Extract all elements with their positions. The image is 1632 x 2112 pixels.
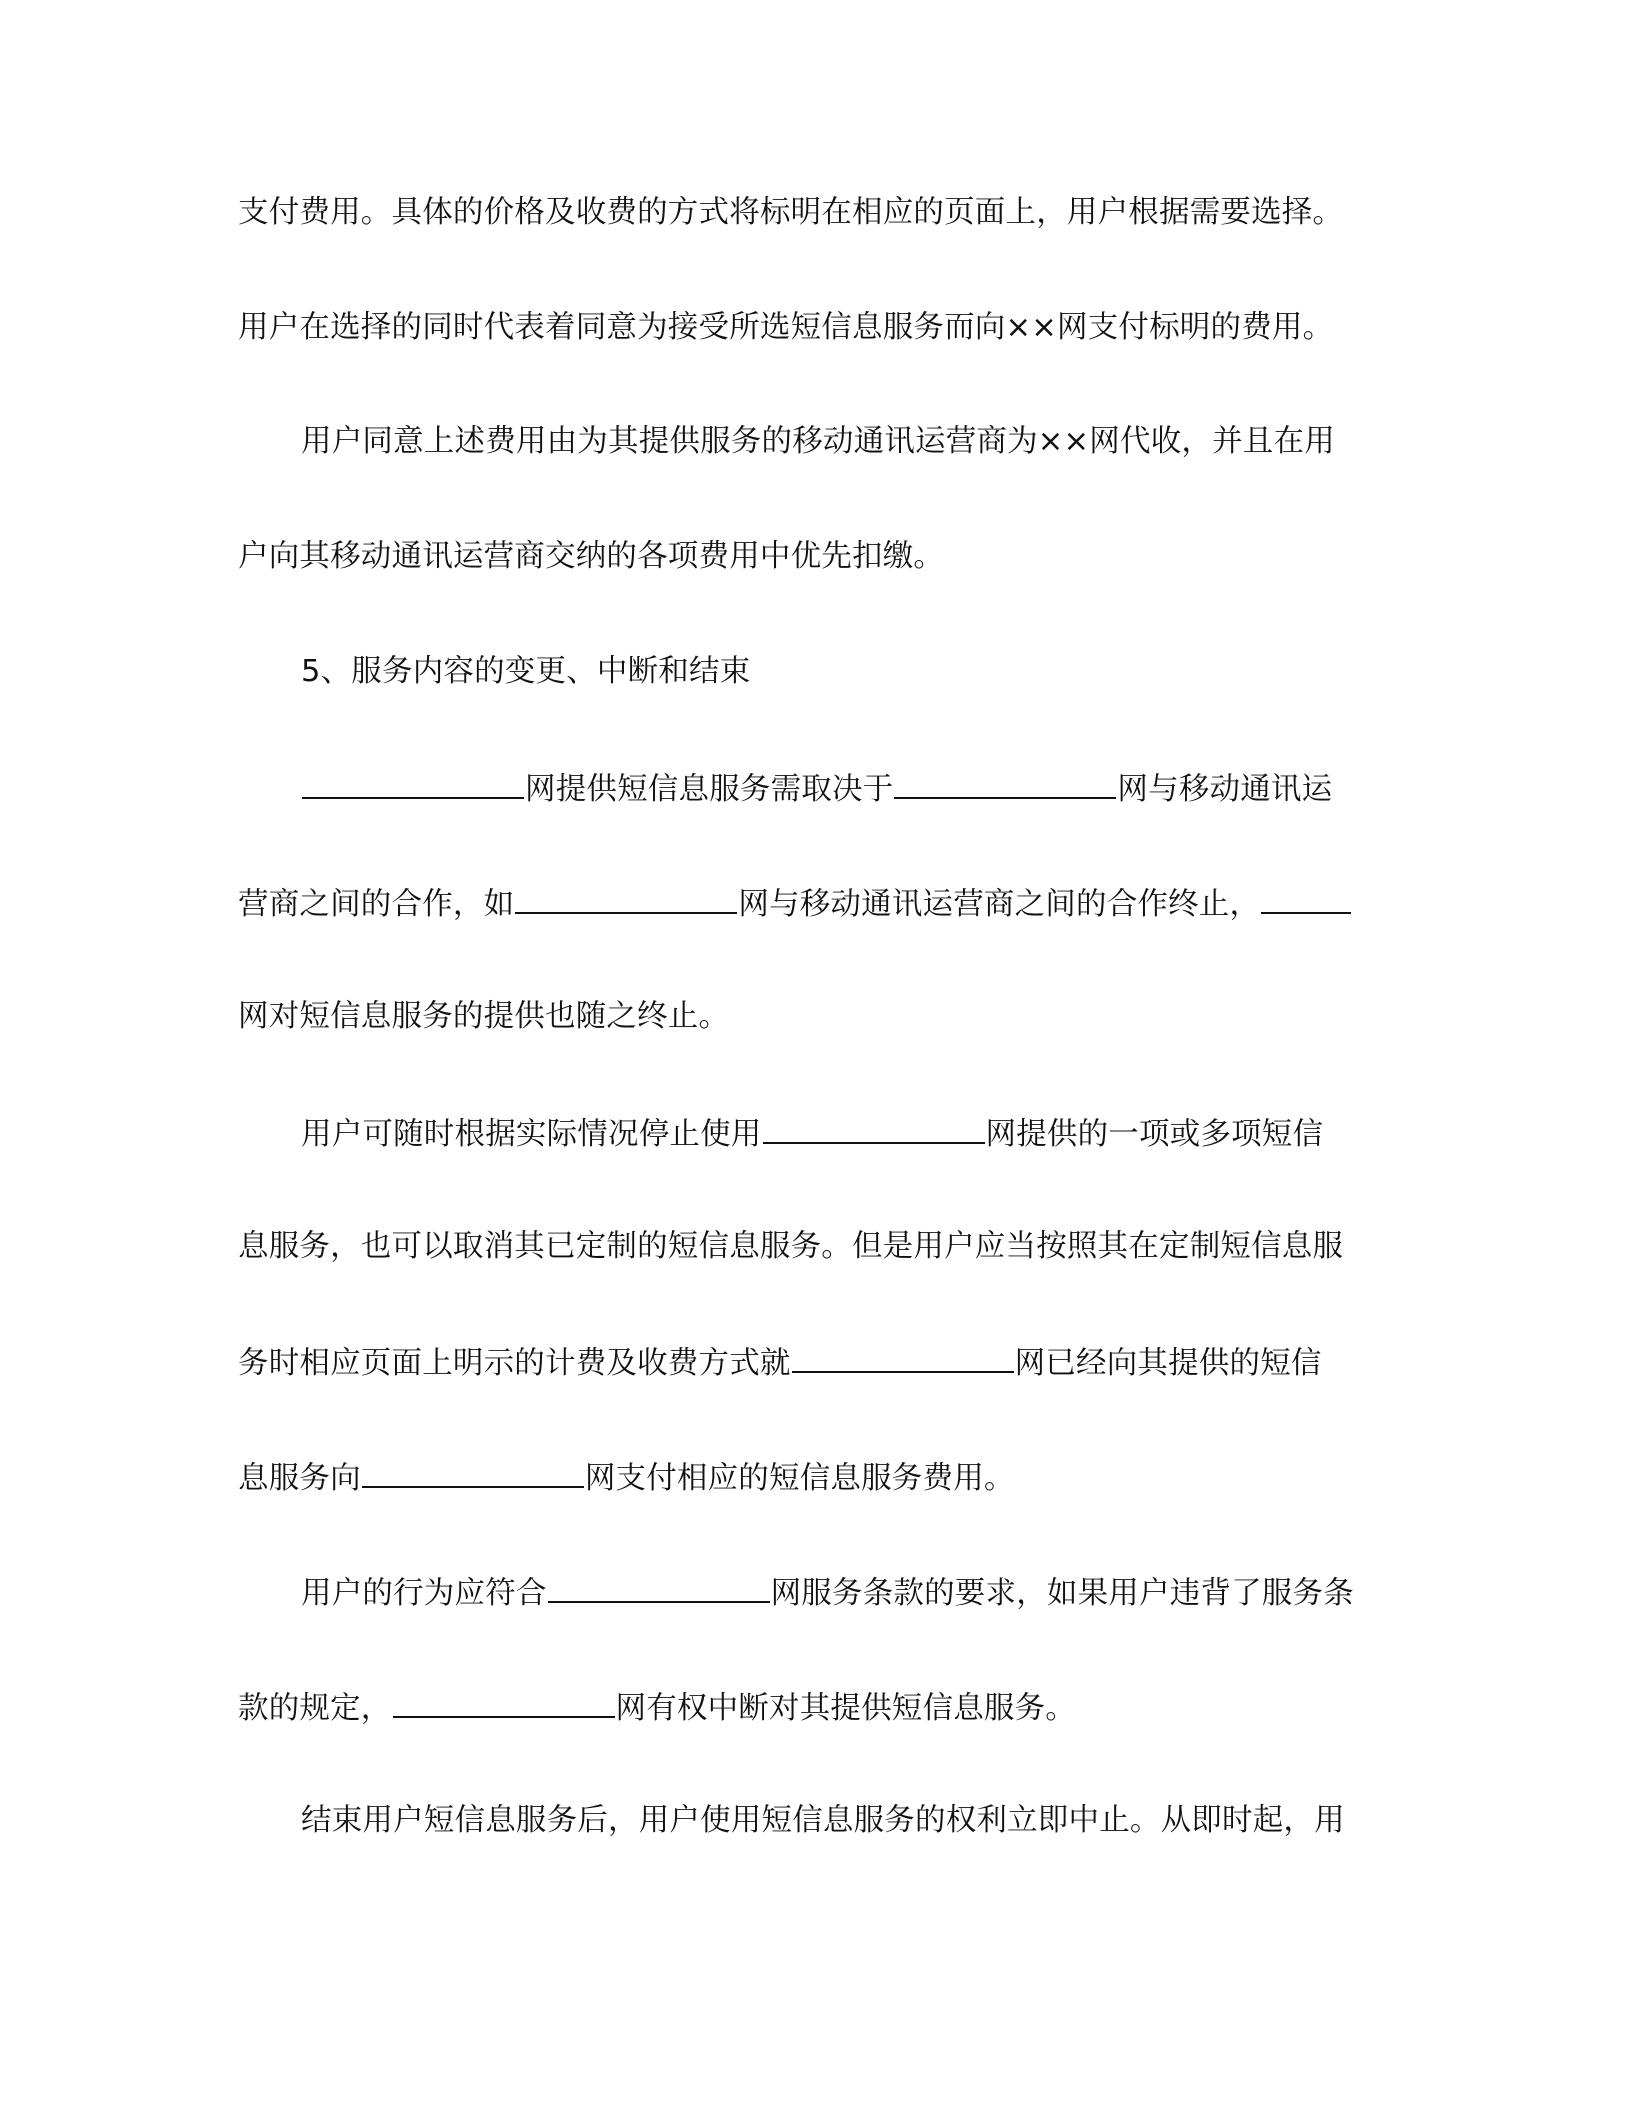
fill-in-blank[interactable] bbox=[393, 1686, 615, 1718]
paragraph-line: 用户在选择的同时代表着同意为接受所选短信息服务而向××网支付标明的费用。 bbox=[238, 310, 1334, 345]
paragraph-line bbox=[301, 1112, 1451, 1152]
line-text: 用户的行为应符合 bbox=[301, 1576, 547, 1611]
paragraph-line bbox=[238, 1686, 1388, 1726]
paragraph-line bbox=[238, 1456, 1388, 1496]
line-text: 网提供的一项或多项短信 bbox=[985, 1117, 1324, 1152]
section-heading: 5、服务内容的变更、中断和结束 bbox=[301, 654, 751, 689]
fill-in-blank[interactable] bbox=[362, 1456, 584, 1488]
line-text: 网支付相应的短信息服务费用。 bbox=[584, 1461, 1015, 1496]
paragraph-line: 结束用户短信息服务后，用户使用短信息服务的权利立即中止。从即时起，用 bbox=[301, 1803, 1345, 1838]
fill-in-blank[interactable] bbox=[302, 767, 524, 799]
fill-in-blank[interactable] bbox=[894, 767, 1116, 799]
fill-in-blank[interactable] bbox=[1261, 882, 1351, 914]
paragraph-line: 网对短信息服务的提供也随之终止。 bbox=[238, 999, 730, 1034]
paragraph-line bbox=[301, 1571, 1451, 1611]
paragraph-line: 户向其移动通讯运营商交纳的各项费用中优先扣缴。 bbox=[238, 539, 945, 574]
paragraph-line bbox=[238, 1341, 1388, 1381]
line-text: 网与移动通讯运 bbox=[1117, 772, 1333, 807]
fill-in-blank[interactable] bbox=[763, 1112, 985, 1144]
fill-in-blank[interactable] bbox=[515, 882, 737, 914]
line-text: 款的规定， bbox=[238, 1691, 392, 1726]
paragraph-line bbox=[301, 767, 1451, 807]
line-text: 营商之间的合作，如 bbox=[238, 887, 515, 922]
fill-in-blank[interactable] bbox=[548, 1571, 770, 1603]
paragraph-line bbox=[238, 882, 1388, 922]
paragraph-line: 息服务，也可以取消其已定制的短信息服务。但是用户应当按照其在定制短信息服 bbox=[238, 1229, 1344, 1264]
line-text: 网提供短信息服务需取决于 bbox=[525, 772, 894, 807]
line-text: 网有权中断对其提供短信息服务。 bbox=[615, 1691, 1076, 1726]
line-text: 务时相应页面上明示的计费及收费方式就 bbox=[238, 1346, 791, 1381]
paragraph-line: 用户同意上述费用由为其提供服务的移动通讯运营商为××网代收，并且在用 bbox=[301, 424, 1335, 459]
fill-in-blank[interactable] bbox=[792, 1341, 1014, 1373]
line-text: 网已经向其提供的短信 bbox=[1014, 1346, 1322, 1381]
line-text: 网服务条款的要求，如果用户违背了服务条 bbox=[770, 1576, 1354, 1611]
line-text: 息服务向 bbox=[238, 1461, 361, 1496]
line-text: 网与移动通讯运营商之间的合作终止， bbox=[738, 887, 1261, 922]
paragraph-line: 支付费用。具体的价格及收费的方式将标明在相应的页面上，用户根据需要选择。 bbox=[238, 195, 1344, 230]
line-text: 用户可随时根据实际情况停止使用 bbox=[301, 1117, 762, 1152]
